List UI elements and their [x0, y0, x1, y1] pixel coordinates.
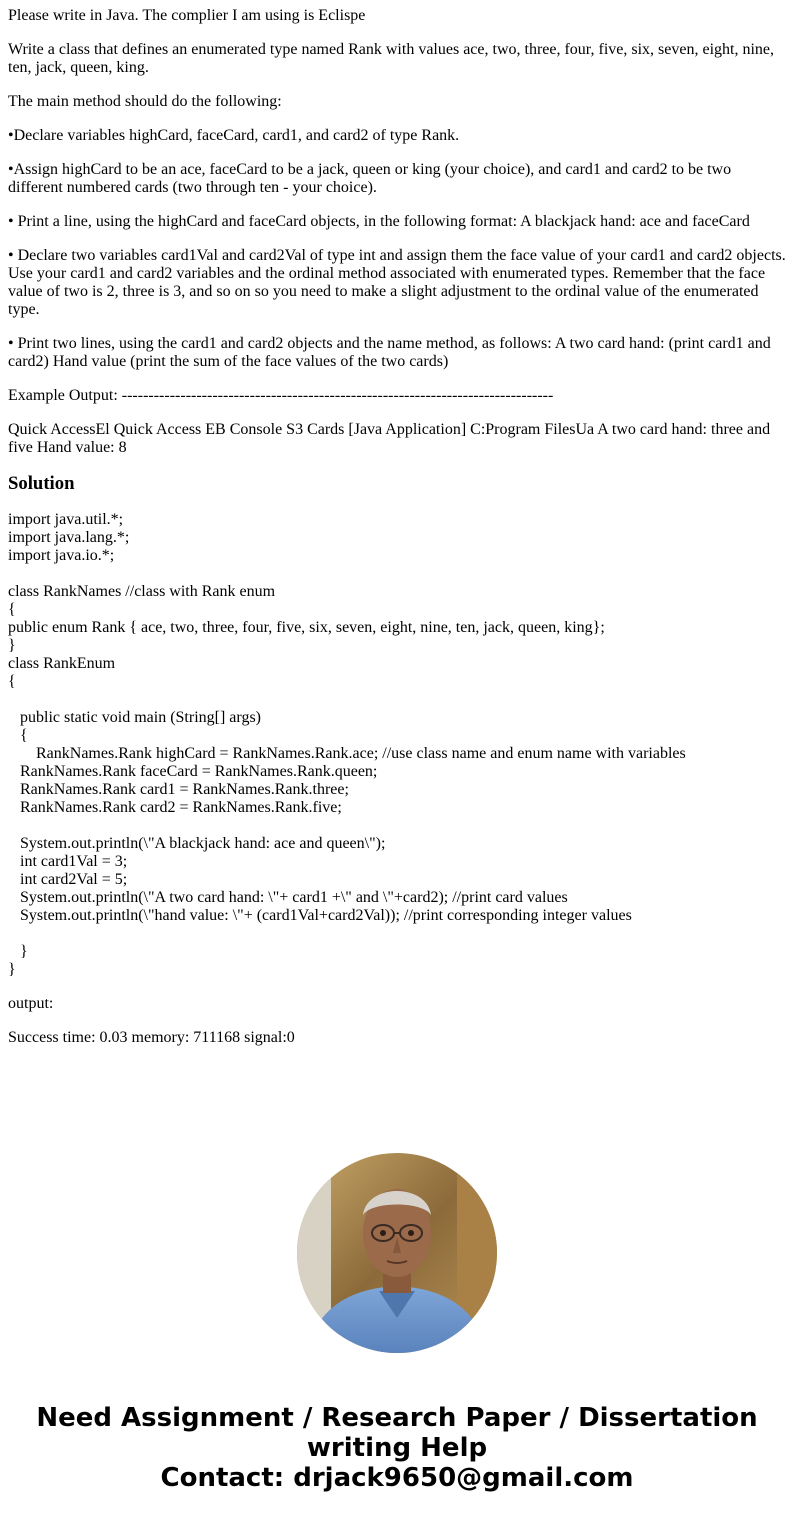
promo-contact: Contact: drjack9650@gmail.com: [160, 1463, 634, 1493]
code-line: RankNames.Rank faceCard = RankNames.Rank.queen;: [8, 763, 378, 780]
code-line: public enum Rank { ace, two, three, four, five, six, seven, eight, nine, ten, jack, queen, king};: [8, 619, 605, 636]
code-line: {: [8, 673, 16, 690]
question-paragraph-9: Example Output: ---------------------------------------------------------------------------------: [8, 387, 554, 404]
question-paragraph-1: Please write in Java. The complier I am using is Eclispe: [8, 7, 366, 24]
code-line: System.out.println(\"A two card hand: \"+ card1 +\" and \"+card2); //print card values: [8, 889, 568, 906]
document-body: [8, 7, 788, 1047]
solution-code: [8, 511, 788, 979]
code-line: import java.io.*;: [8, 547, 115, 564]
question-paragraph-7: • Declare two variables card1Val and card2Val of type int and assign them the face value of your card1 and card2 objects. Use your card1 and card2 variables and the ordinal method associated with enumerated types. Remember that the face value of two is 2, three is 3, and so on so you need to make a slight adjustment to the ordinal value of the enumerated type.: [8, 247, 786, 318]
author-photo: [297, 1153, 497, 1353]
code-line: {: [8, 727, 28, 744]
code-line: import java.util.*;: [8, 511, 124, 528]
code-line: import java.lang.*;: [8, 529, 130, 546]
question-paragraph-6: • Print a line, using the highCard and faceCard objects, in the following format: A blackjack hand: ace and faceCard: [8, 213, 750, 230]
success-line: Success time: 0.03 memory: 711168 signal:0: [8, 1029, 295, 1046]
code-line: class RankEnum: [8, 655, 116, 672]
question-paragraph-2: Write a class that defines an enumerated type named Rank with values ace, two, three, four, five, six, seven, eight, nine, ten, jack, queen, king.: [8, 41, 775, 76]
code-line: {: [8, 601, 16, 618]
question-paragraph-4: •Declare variables highCard, faceCard, card1, and card2 of type Rank.: [8, 127, 460, 144]
promo-line-2: writing Help: [306, 1433, 488, 1463]
code-line: }: [8, 961, 16, 978]
code-line: RankNames.Rank card1 = RankNames.Rank.three;: [8, 781, 349, 798]
question-paragraph-3: The main method should do the following:: [8, 93, 282, 110]
code-line: int card2Val = 5;: [8, 871, 128, 888]
code-line: RankNames.Rank card2 = RankNames.Rank.five;: [8, 799, 342, 816]
code-line: System.out.println(\"A blackjack hand: ace and queen\");: [8, 835, 386, 852]
question-section: [8, 7, 788, 457]
promo-footer: [0, 1403, 794, 1493]
code-line: public static void main (String[] args): [8, 709, 261, 726]
code-line: [8, 925, 788, 943]
question-paragraph-10: Quick AccessEl Quick Access EB Console S3 Cards [Java Application] C:Program FilesUa A two card hand: three and five Hand value: 8: [8, 421, 771, 456]
code-line: }: [8, 637, 16, 654]
author-photo-illustration: [297, 1153, 497, 1353]
code-line: class RankNames //class with Rank enum: [8, 583, 276, 600]
code-line: RankNames.Rank highCard = RankNames.Rank.ace; //use class name and enum name with variables: [8, 745, 686, 762]
solution-heading: Solution: [8, 473, 75, 494]
question-paragraph-8: • Print two lines, using the card1 and card2 objects and the name method, as follows: A two card hand: (print card1 and card2) Hand value (print the sum of the face values of the two cards): [8, 335, 771, 370]
output-label: output:: [8, 995, 54, 1012]
code-line: [8, 817, 788, 835]
code-line: }: [8, 943, 28, 960]
promo-line-1: Need Assignment / Research Paper / Dissertation: [36, 1403, 758, 1433]
code-line: System.out.println(\"hand value: \"+ (card1Val+card2Val)); //print corresponding integer values: [8, 907, 632, 924]
code-line: [8, 691, 788, 709]
code-line: [8, 565, 788, 583]
code-line: int card1Val = 3;: [8, 853, 128, 870]
question-paragraph-5: •Assign highCard to be an ace, faceCard to be a jack, queen or king (your choice), and card1 and card2 to be two different numbered cards (two through ten - your choice).: [8, 161, 732, 196]
